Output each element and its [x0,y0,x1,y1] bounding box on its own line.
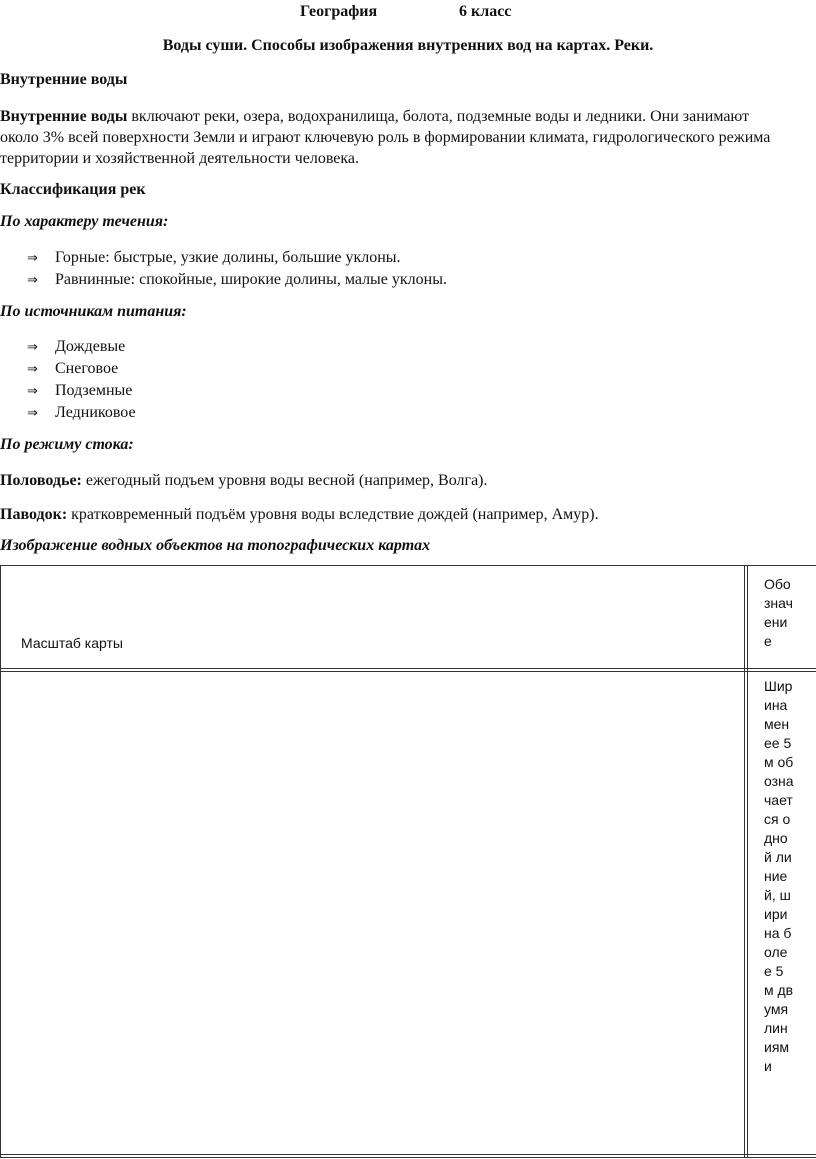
by-flow-list [27,247,447,291]
water-objects-table [0,565,816,1158]
table-header-scale: Масштаб карты [21,635,123,651]
freshet-paragraph [0,504,790,525]
by-source-heading: По источникам питания: [0,303,187,320]
classification-heading: Классификация рек [0,181,146,198]
table-border [0,565,816,1158]
by-source-list [27,336,136,424]
page-title: Воды суши. Способы изображения внутренних вод на картах. Реки. [162,37,654,54]
freshet-text: кратковременный подъём уровня воды вследствие дождей (например, Амур). [67,506,599,523]
table-section-heading: Изображение водных объектов на топографических картах [0,537,431,554]
subject-label: География [300,3,378,20]
flood-term: Половодье: [0,472,82,489]
table-column-divider [747,565,748,1158]
table-header-designation: Обозначение [764,576,793,649]
table-bottom-border [0,1154,816,1155]
table-bottom-border [0,1157,816,1158]
table-column-divider [744,565,745,1158]
freshet-term: Паводок: [0,506,68,523]
inner-waters-text: включают реки, озера, водохранилища, болота, подземные воды и ледники. Они занимают около 3% всей поверхности Земли и играют ключевую роль в формировании климата, гидрологического режима территории и хозяйственной деятельности человека. [0,108,771,167]
inner-waters-term: Внутренние воды [0,108,128,125]
grade-label: 6 класс [459,3,512,20]
list-item: ⇒ Подземные [27,380,136,402]
flood-paragraph [0,470,790,491]
table-row-divider [0,668,816,669]
inner-waters-heading: Внутренние воды [0,71,128,88]
double-right-arrow-icon: ⇒ [27,362,38,377]
list-item: ⇒ Снеговое [27,358,136,380]
by-flow-heading: По характеру течения: [0,213,169,230]
flood-text: ежегодный подъем уровня воды весной (например, Волга). [81,472,488,489]
list-item: ⇒ Ледниковое [27,402,136,424]
double-right-arrow-icon: ⇒ [27,406,38,421]
double-right-arrow-icon: ⇒ [27,340,38,355]
list-item: ⇒ Дождевые [27,336,136,358]
double-right-arrow-icon: ⇒ [27,273,38,288]
list-item: ⇒ Горные: быстрые, узкие долины, большие уклоны. [27,247,447,269]
inner-waters-paragraph [0,106,790,169]
double-right-arrow-icon: ⇒ [27,384,38,399]
document-header [0,3,816,25]
table-cell-designation: Ширина менее 5 м обозначается одной линией, ширина более 5 м двумя линиями [764,678,794,1074]
by-regime-heading: По режиму стока: [0,436,134,453]
list-item: ⇒ Равнинные: спокойные, широкие долины, малые уклоны. [27,269,447,291]
double-right-arrow-icon: ⇒ [27,251,38,266]
table-row-divider [0,671,816,672]
